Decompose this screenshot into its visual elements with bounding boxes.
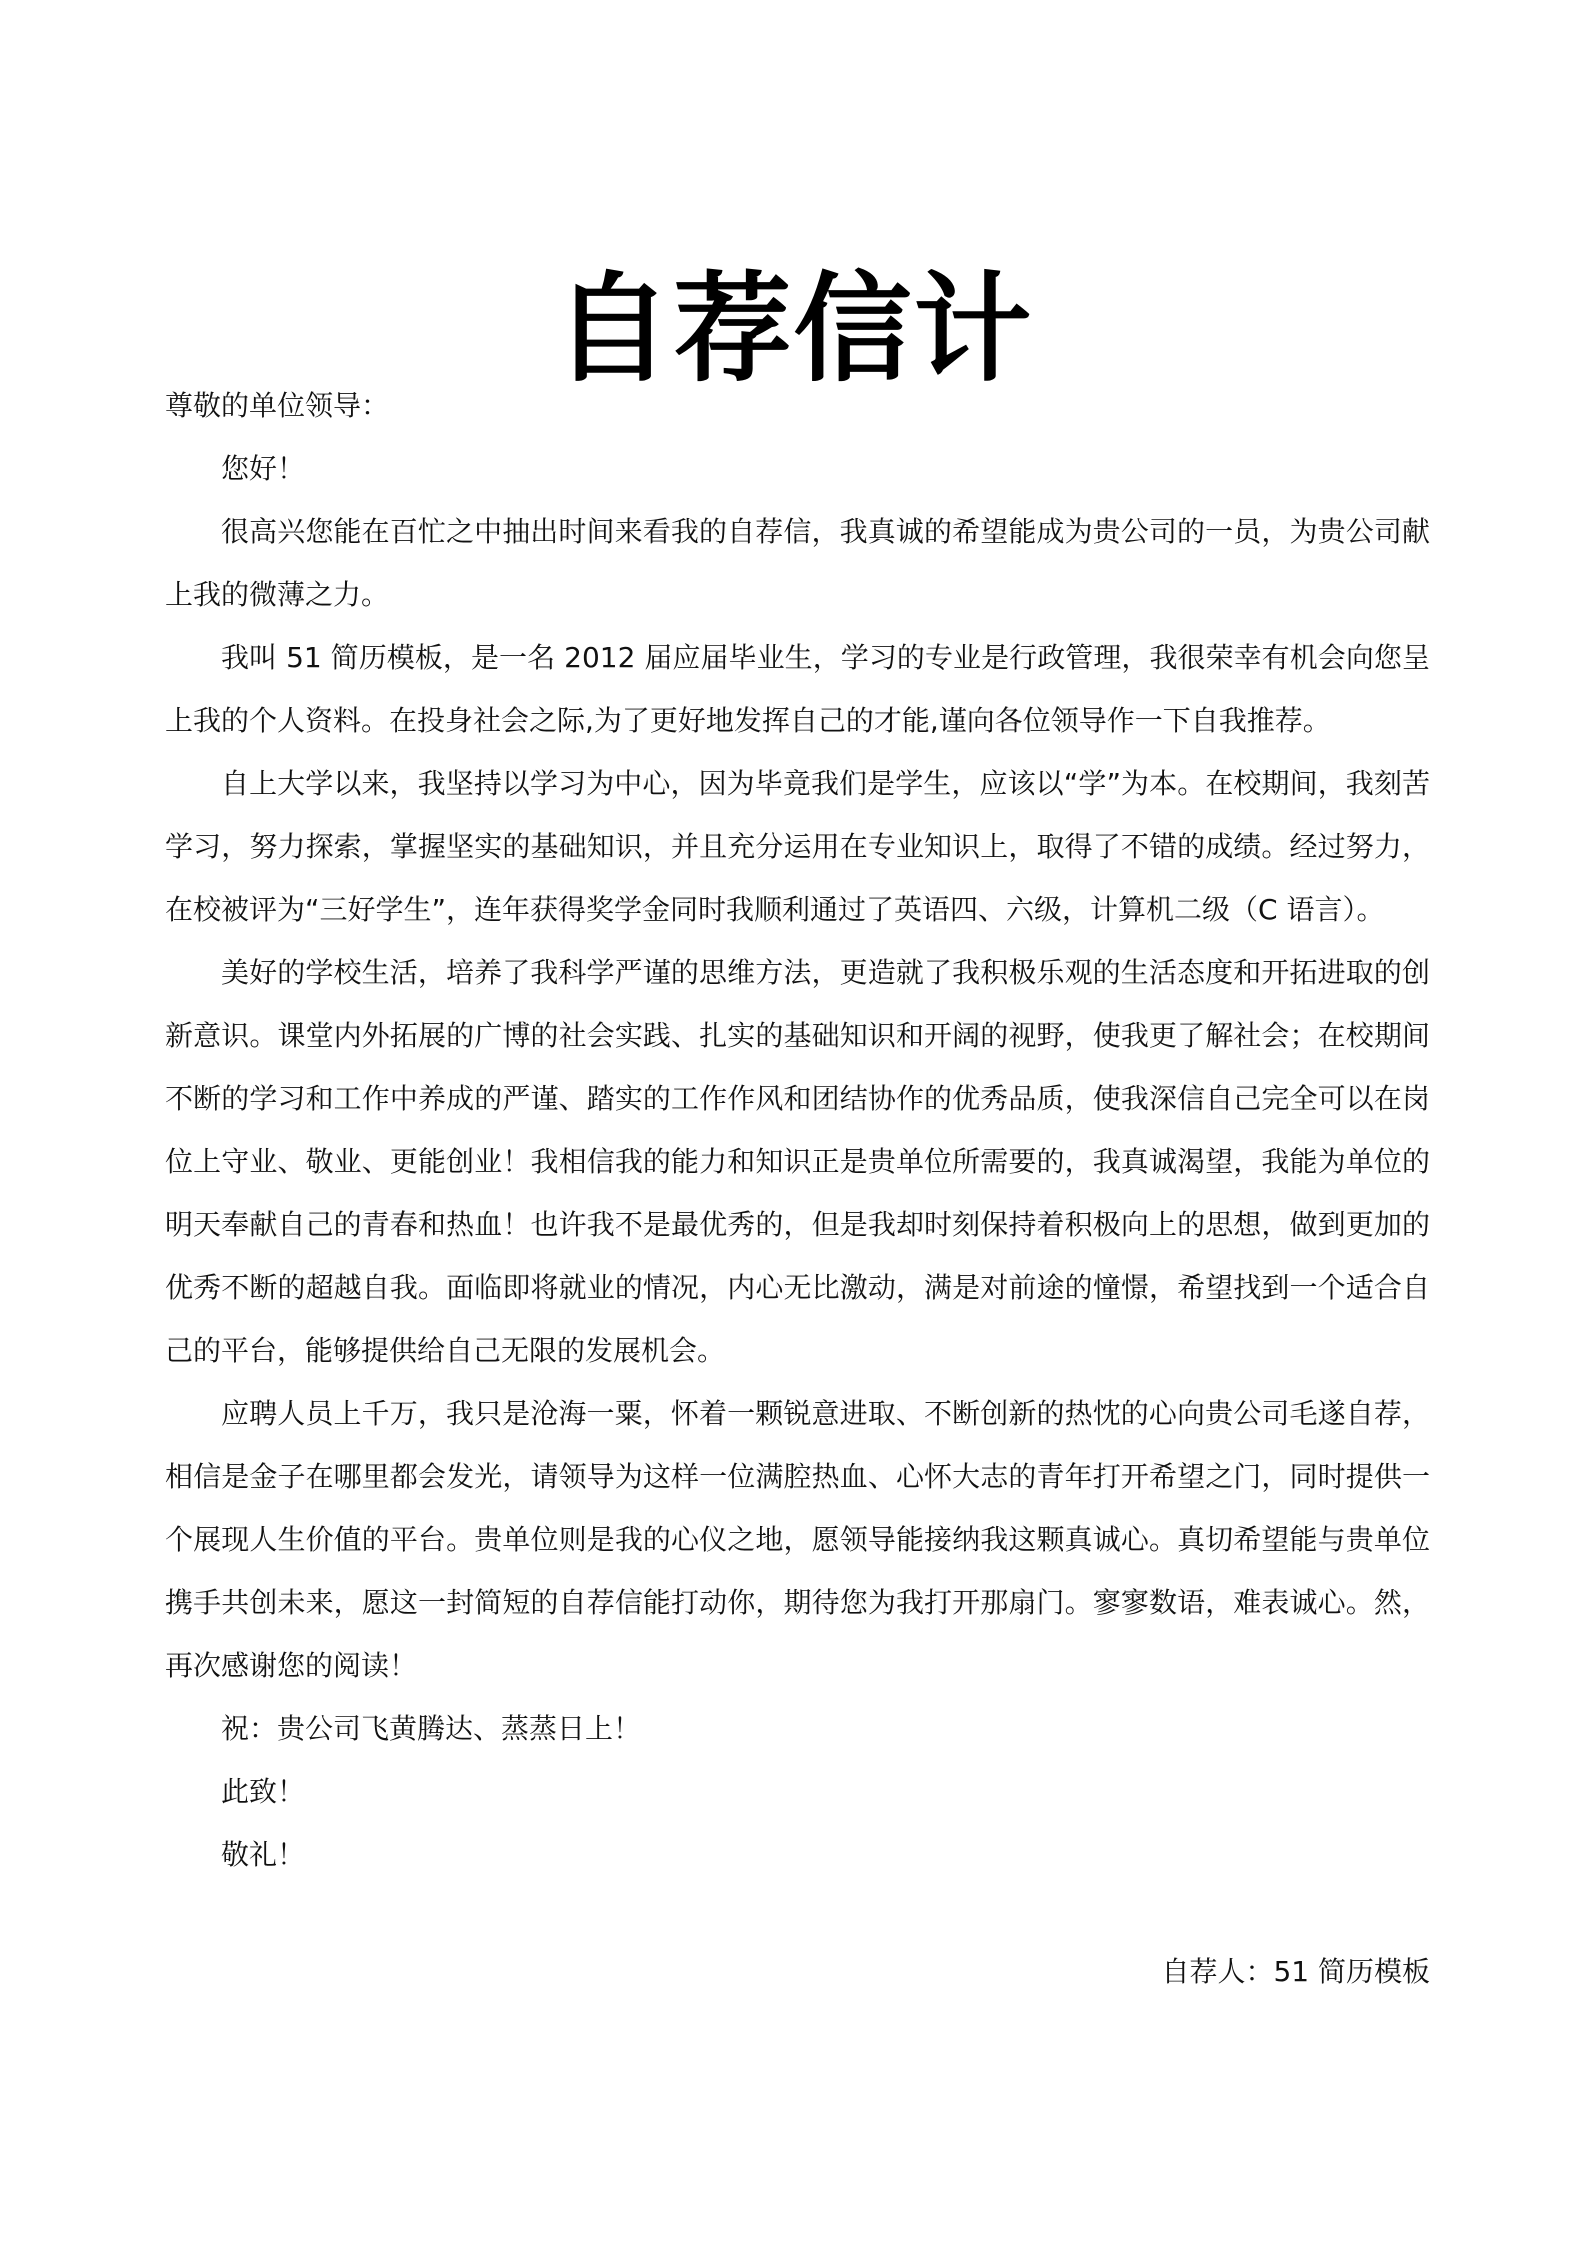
paragraph: 应聘人员上千万，我只是沧海一粟，怀着一颗锐意进取、不断创新的热忱的心向贵公司毛遂自荐，相信是金子在哪里都会发光，请领导为这样一位满腔热血、心怀大志的青年打开希望之门，同时提供一个展现人生价值的平台。贵单位则是我的心仪之地，愿领导能接纳我这颗真诚心。真切希望能与贵单位携手共创未来，愿这一封简短的自荐信能打动你，期待您为我打开那扇门。寥寥数语，难表诚心。然，再次感谢您的阅读！ [165, 1397, 1430, 1682]
salutation: 尊敬的单位领导： [165, 389, 390, 422]
paragraph: 美好的学校生活，培养了我科学严谨的思维方法，更造就了我积极乐观的生活态度和开拓进取的创新意识。课堂内外拓展的广博的社会实践、扎实的基础知识和开阔的视野，使我更了解社会；在校期间不断的学习和工作中养成的严谨、踏实的工作作风和团结协作的优秀品质，使我深信自己完全可以在岗位上守业、敬业、更能创业！我相信我的能力和知识正是贵单位所需要的，我真诚渴望，我能为单位的明天奉献自己的青春和热血！也许我不是最优秀的，但是我却时刻保持着积极向上的思想，做到更加的优秀不断的超越自我。面临即将就业的情况，内心无比激动，满是对前途的憧憬，希望找到一个适合自己的平台，能够提供给自己无限的发展机会。 [165, 956, 1430, 1367]
wish-line: 祝：贵公司飞黄腾达、蒸蒸日上！ [221, 1712, 642, 1745]
paragraph: 我叫 51 简历模板，是一名 2012 届应届毕业生，学习的专业是行政管理，我很荣幸有机会向您呈上我的个人资料。在投身社会之际,为了更好地发挥自己的才能,谨向各位领导作一下自我推荐。 [165, 641, 1430, 737]
closing-line-2: 敬礼！ [221, 1838, 306, 1871]
paragraph: 自上大学以来，我坚持以学习为中心，因为毕竟我们是学生，应该以“学”为本。在校期间，我刻苦学习，努力探索，掌握坚实的基础知识，并且充分运用在专业知识上，取得了不错的成绩。经过努力，在校被评为“三好学生”，连年获得奖学金同时我顺利通过了英语四、六级，计算机二级（C 语言）。 [165, 767, 1430, 926]
document-title: 自荐信计 [553, 260, 1034, 399]
greeting: 您好！ [221, 452, 306, 485]
signature: 自荐人：51 简历模板 [1161, 1955, 1430, 1988]
paragraph: 很高兴您能在百忙之中抽出时间来看我的自荐信，我真诚的希望能成为贵公司的一员，为贵公司献上我的微薄之力。 [165, 515, 1430, 611]
closing-line-1: 此致！ [221, 1775, 306, 1808]
letter-body [165, 374, 1430, 1886]
